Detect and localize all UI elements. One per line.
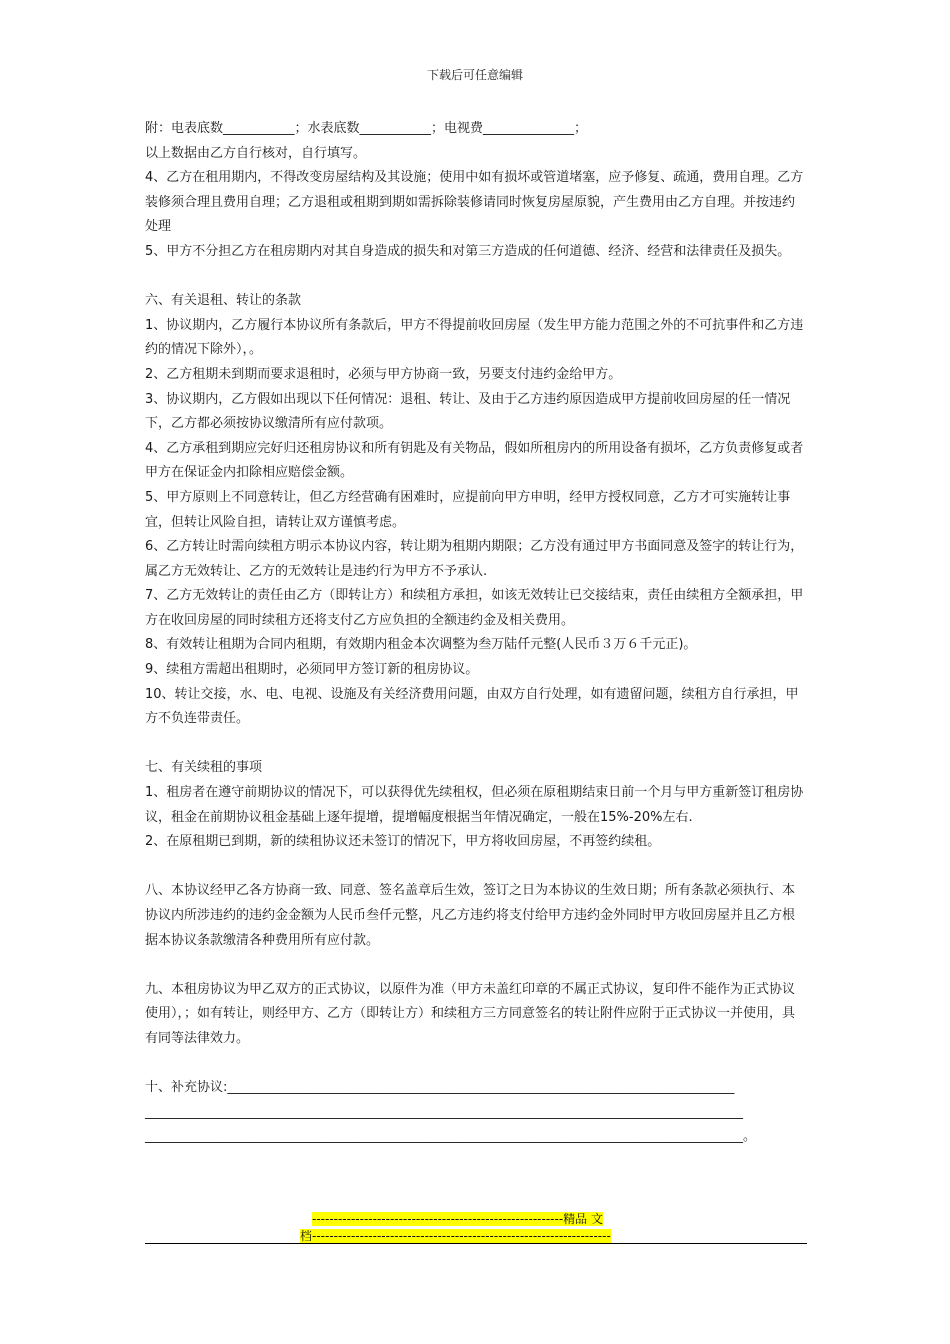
paragraph: 10、转让交接，水、电、电视、设施及有关经济费用问题，由双方自行处理，如有遗留问题，续租方自行承担，甲方不负连带责任。 — [145, 686, 799, 727]
paragraph: 5、甲方原则上不同意转让，但乙方经营确有困难时，应提前向甲方申明，经甲方授权同意，乙方才可实施转让事宜，但转让风险自担，请转让双方谨慎考虑。 — [145, 489, 791, 530]
paragraph: 附：电表底数___________；水表底数___________；电视费______________； — [145, 121, 588, 136]
footer-divider — [145, 1243, 807, 1244]
paragraph: 七、有关续租的事项 — [145, 760, 263, 776]
footer-line-2: 档--------------------------------------------------------------------- — [300, 1229, 611, 1243]
paragraph: 8、有效转让租期为合同内租期，有效期内租金本次调整为叁万陆仟元整(人民币３万６千元正)。 — [145, 637, 697, 653]
paragraph: 九、本租房协议为甲乙双方的正式协议，以原件为准（甲方未盖红印章的不属正式协议，复印件不能作为正式协议使用），；如有转让，则经甲方、乙方（即转让方）和续租方三方同意签名的转让附件应附于正式协议一并使用，具有同等法律效力。 — [145, 981, 796, 1046]
paragraph: 十、补充协议:______________________________________________________________________________ — [145, 1080, 735, 1096]
footer-line-1: ----------------------------------------------------------精品 文 — [312, 1212, 603, 1226]
paragraph: 1、协议期内，乙方履行本协议所有条款后，甲方不得提前收回房屋（发生甲方能力范围之外的不可抗事件和乙方违约的情况下除外），。 — [145, 317, 804, 358]
paragraph: 1、租房者在遵守前期协议的情况下，可以获得优先续租权，但必须在原租期结束日前一个月与甲方重新签订租房协议，租金在前期协议租金基础上逐年提增，提增幅度根据当年情况确定，一般在15%-20%左右. — [145, 785, 804, 825]
paragraph: 6、乙方转让时需向续租方明示本协议内容，转让期为租期内期限；乙方没有通过甲方书面同意及签字的转让行为，属乙方无效转让、乙方的无效转让是违约行为甲方不予承认. — [145, 539, 804, 579]
blank-line — [145, 953, 807, 978]
paragraph: 以上数据由乙方自行核对，自行填写。 — [145, 145, 367, 161]
paragraph: 7、乙方无效转让的责任由乙方（即转让方）和续租方承担，如该无效转让已交接结束，责任由续租方全额承担，甲方在收回房屋的同时续租方还将支付乙方应负担的全额违约金及相关费用。 — [145, 588, 804, 628]
paragraph: 2、在原租期已到期，新的续租协议还未签订的情况下，甲方将收回房屋，不再签约续租。 — [145, 834, 661, 850]
paragraph: 5、甲方不分担乙方在租房期内对其自身造成的损失和对第三方造成的任何道德、经济、经营和法律责任及损失。 — [145, 243, 791, 259]
paragraph: 2、乙方租期未到期而要求退租时，必须与甲方协商一致，另要支付违约金给甲方。 — [145, 366, 622, 382]
paragraph: 3、协议期内，乙方假如出现以下任何情况：退租、转让、及由于乙方违约原因造成甲方提前收回房屋的任一情况下，乙方都必须按协议缴清所有应付款项。 — [145, 391, 791, 432]
page-header: 下载后可任意编辑 — [426, 68, 523, 82]
paragraph: 4、乙方在租用期内，不得改变房屋结构及其设施；使用中如有损坏或管道堵塞，应予修复、疏通，费用自理。乙方装修须合理且费用自理；乙方退租或租期到期如需拆除装修请同时恢复房屋原貌，产生费用由乙方自理。并按违约处理 — [145, 170, 804, 235]
blank-line — [145, 265, 807, 290]
paragraph: 八、本协议经甲乙各方协商一致、同意、签名盖章后生效，签订之日为本协议的生效日期；所有条款必须执行、本协议内所涉违约的违约金金额为人民币叁仟元整，凡乙方违约将支付给甲方违约金外同时甲方收回房屋并且乙方根据本协议条款缴清各种费用所有应付款。 — [145, 883, 796, 948]
blank-line — [145, 732, 807, 757]
paragraph: 4、乙方承租到期应完好归还租房协议和所有钥匙及有关物品，假如所租房内的所用设备有损坏，乙方负责修复或者甲方在保证金内扣除相应赔偿金额。 — [145, 440, 804, 481]
paragraph: 9、续租方需超出租期时，必须同甲方签订新的租房协议。 — [145, 662, 479, 678]
paragraph: ____________________________________________________________________________________________ — [145, 1104, 743, 1120]
blank-line — [145, 1052, 807, 1077]
footer-watermark — [300, 1211, 650, 1245]
paragraph: 六、有关退租、转让的条款 — [145, 293, 302, 309]
document-body — [145, 117, 807, 1150]
paragraph: ____________________________________________________________________________________________。 — [145, 1129, 756, 1145]
blank-line — [145, 855, 807, 880]
